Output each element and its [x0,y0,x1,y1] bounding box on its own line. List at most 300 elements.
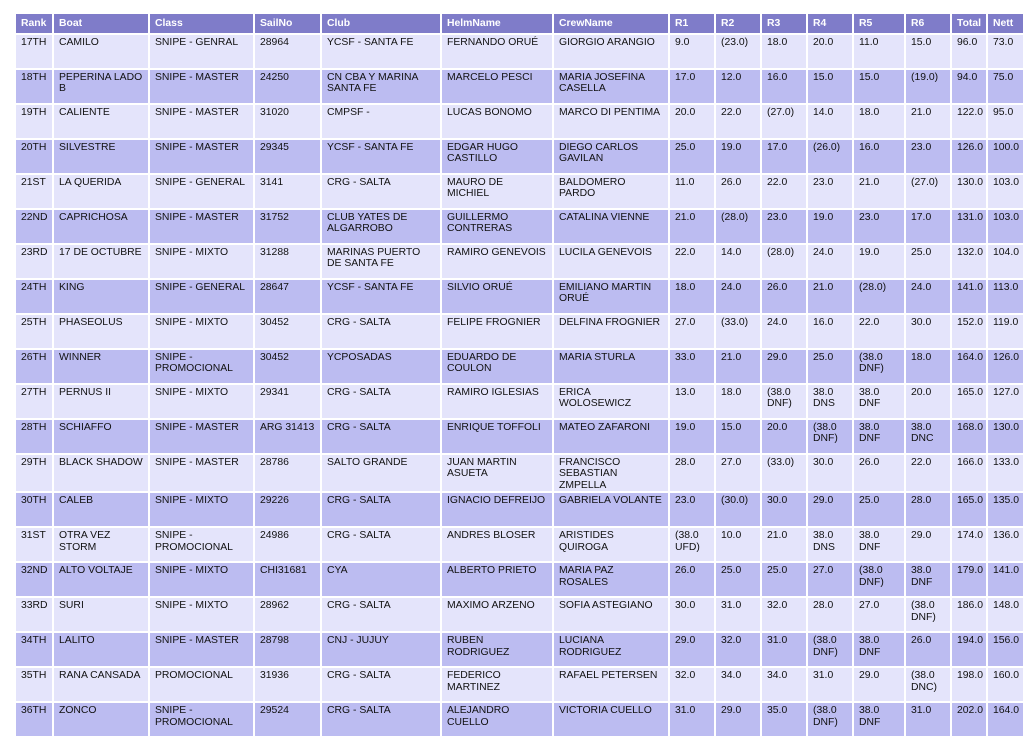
cell-rank: 30TH [16,493,52,526]
cell-r4: 27.0 [808,563,852,596]
cell-r6: 29.0 [906,528,950,561]
cell-r6: 28.0 [906,493,950,526]
cell-r5: 26.0 [854,455,904,491]
cell-r4: 24.0 [808,245,852,278]
cell-rank: 24TH [16,280,52,313]
cell-r6: 30.0 [906,315,950,348]
cell-class: SNIPE - MIXTO [150,315,253,348]
cell-class: SNIPE - MASTER [150,140,253,173]
cell-class: SNIPE - MIXTO [150,563,253,596]
cell-sailno: 28964 [255,35,320,68]
table-body [16,35,1023,736]
cell-sailno: 31020 [255,105,320,138]
cell-r3: (28.0) [762,245,806,278]
cell-boat: KING [54,280,148,313]
cell-r4: 16.0 [808,315,852,348]
cell-class: PROMOCIONAL [150,668,253,701]
cell-r5: 25.0 [854,493,904,526]
cell-club: CLUB YATES DE ALGARROBO [322,210,440,243]
header-rank: Rank [16,14,52,33]
cell-boat: LALITO [54,633,148,666]
cell-r4: 31.0 [808,668,852,701]
cell-helm: MAURO DE MICHIEL [442,175,552,208]
header-r1: R1 [670,14,714,33]
cell-total: 174.0 [952,528,986,561]
cell-crew: VICTORIA CUELLO [554,703,668,736]
cell-r1: 21.0 [670,210,714,243]
cell-class: SNIPE - PROMOCIONAL [150,350,253,383]
cell-nett: 104.0 [988,245,1023,278]
cell-rank: 33RD [16,598,52,631]
cell-crew: DIEGO CARLOS GAVILAN [554,140,668,173]
cell-helm: RUBEN RODRIGUEZ [442,633,552,666]
cell-rank: 29TH [16,455,52,491]
cell-class: SNIPE - MIXTO [150,493,253,526]
cell-total: 168.0 [952,420,986,453]
cell-nett: 164.0 [988,703,1023,736]
cell-rank: 26TH [16,350,52,383]
cell-nett: 127.0 [988,385,1023,418]
table-row [16,563,1023,596]
cell-r4: 30.0 [808,455,852,491]
cell-r2: 32.0 [716,633,760,666]
cell-sailno: 31288 [255,245,320,278]
cell-r2: 31.0 [716,598,760,631]
table-row [16,455,1023,491]
table-row [16,350,1023,383]
cell-r6: (27.0) [906,175,950,208]
table-row [16,175,1023,208]
cell-r1: 20.0 [670,105,714,138]
cell-crew: MATEO ZAFARONI [554,420,668,453]
cell-sailno: 28647 [255,280,320,313]
cell-r6: 24.0 [906,280,950,313]
cell-r6: 15.0 [906,35,950,68]
cell-sailno: 28798 [255,633,320,666]
cell-r2: 22.0 [716,105,760,138]
cell-club: CRG - SALTA [322,598,440,631]
table-row [16,35,1023,68]
cell-r6: 21.0 [906,105,950,138]
cell-crew: MARIA PAZ ROSALES [554,563,668,596]
table-row [16,528,1023,561]
cell-boat: ALTO VOLTAJE [54,563,148,596]
cell-rank: 27TH [16,385,52,418]
cell-r4: (38.0 DNF) [808,420,852,453]
header-nett: Nett [988,14,1023,33]
cell-r4: 21.0 [808,280,852,313]
cell-r3: 26.0 [762,280,806,313]
cell-r5: (38.0 DNF) [854,350,904,383]
cell-r5: 21.0 [854,175,904,208]
cell-rank: 36TH [16,703,52,736]
cell-sailno: 29226 [255,493,320,526]
cell-helm: RAMIRO IGLESIAS [442,385,552,418]
cell-club: CYA [322,563,440,596]
cell-r4: 29.0 [808,493,852,526]
cell-boat: SILVESTRE [54,140,148,173]
cell-nett: 136.0 [988,528,1023,561]
header-club: Club [322,14,440,33]
cell-helm: JUAN MARTIN ASUETA [442,455,552,491]
results-table [14,12,1024,738]
cell-r2: 19.0 [716,140,760,173]
cell-r3: 35.0 [762,703,806,736]
cell-club: CRG - SALTA [322,385,440,418]
table-row [16,385,1023,418]
cell-class: SNIPE - PROMOCIONAL [150,528,253,561]
cell-r3: 34.0 [762,668,806,701]
cell-nett: 103.0 [988,175,1023,208]
cell-helm: ALEJANDRO CUELLO [442,703,552,736]
cell-helm: FELIPE FROGNIER [442,315,552,348]
cell-club: CRG - SALTA [322,528,440,561]
cell-club: YCSF - SANTA FE [322,280,440,313]
cell-r1: (38.0 UFD) [670,528,714,561]
cell-r1: 9.0 [670,35,714,68]
cell-r6: (19.0) [906,70,950,103]
header-r6: R6 [906,14,950,33]
cell-r6: (38.0 DNF) [906,598,950,631]
cell-r2: 25.0 [716,563,760,596]
cell-boat: SCHIAFFO [54,420,148,453]
cell-rank: 28TH [16,420,52,453]
cell-r4: 14.0 [808,105,852,138]
cell-r5: 22.0 [854,315,904,348]
cell-nett: 126.0 [988,350,1023,383]
cell-r1: 17.0 [670,70,714,103]
cell-r6: 38.0 DNC [906,420,950,453]
cell-r1: 32.0 [670,668,714,701]
cell-r4: 38.0 DNS [808,385,852,418]
cell-r3: 29.0 [762,350,806,383]
cell-helm: EDUARDO DE COULON [442,350,552,383]
cell-r3: (27.0) [762,105,806,138]
cell-club: SALTO GRANDE [322,455,440,491]
cell-rank: 32ND [16,563,52,596]
cell-rank: 31ST [16,528,52,561]
cell-boat: PERNUS II [54,385,148,418]
cell-boat: WINNER [54,350,148,383]
table-row [16,598,1023,631]
cell-helm: IGNACIO DEFREIJO [442,493,552,526]
cell-total: 165.0 [952,385,986,418]
cell-club: CRG - SALTA [322,493,440,526]
cell-r6: 17.0 [906,210,950,243]
cell-total: 141.0 [952,280,986,313]
cell-r5: (28.0) [854,280,904,313]
cell-sailno: 31936 [255,668,320,701]
cell-total: 131.0 [952,210,986,243]
cell-r2: 29.0 [716,703,760,736]
table-row [16,140,1023,173]
cell-club: CN CBA Y MARINA SANTA FE [322,70,440,103]
cell-boat: RANA CANSADA [54,668,148,701]
cell-sailno: 29345 [255,140,320,173]
cell-rank: 25TH [16,315,52,348]
cell-helm: LUCAS BONOMO [442,105,552,138]
cell-club: MARINAS PUERTO DE SANTA FE [322,245,440,278]
cell-class: SNIPE - MASTER [150,105,253,138]
cell-r6: (38.0 DNC) [906,668,950,701]
cell-r3: (33.0) [762,455,806,491]
cell-crew: RAFAEL PETERSEN [554,668,668,701]
header-total: Total [952,14,986,33]
table-row [16,668,1023,701]
cell-r3: 17.0 [762,140,806,173]
cell-helm: RAMIRO GENEVOIS [442,245,552,278]
cell-r6: 23.0 [906,140,950,173]
cell-nett: 148.0 [988,598,1023,631]
table-row [16,493,1023,526]
cell-nett: 130.0 [988,420,1023,453]
cell-class: SNIPE - MASTER [150,633,253,666]
cell-r2: (23.0) [716,35,760,68]
cell-r6: 20.0 [906,385,950,418]
cell-r6: 31.0 [906,703,950,736]
cell-r5: 18.0 [854,105,904,138]
cell-boat: CAPRICHOSA [54,210,148,243]
cell-crew: ERICA WOLOSEWICZ [554,385,668,418]
cell-helm: ALBERTO PRIETO [442,563,552,596]
cell-total: 130.0 [952,175,986,208]
cell-crew: ARISTIDES QUIROGA [554,528,668,561]
cell-r2: 24.0 [716,280,760,313]
cell-r5: 15.0 [854,70,904,103]
cell-r4: 25.0 [808,350,852,383]
cell-boat: PEPERINA LADO B [54,70,148,103]
cell-r3: 23.0 [762,210,806,243]
cell-r5: 11.0 [854,35,904,68]
cell-r5: 38.0 DNF [854,633,904,666]
cell-r4: (26.0) [808,140,852,173]
table-row [16,703,1023,736]
cell-r4: (38.0 DNF) [808,703,852,736]
cell-total: 152.0 [952,315,986,348]
table-row [16,245,1023,278]
cell-r1: 11.0 [670,175,714,208]
cell-r2: 12.0 [716,70,760,103]
cell-r5: 23.0 [854,210,904,243]
cell-r1: 31.0 [670,703,714,736]
cell-r4: 28.0 [808,598,852,631]
cell-r5: 29.0 [854,668,904,701]
cell-r4: 23.0 [808,175,852,208]
cell-r3: 30.0 [762,493,806,526]
cell-total: 186.0 [952,598,986,631]
cell-r1: 23.0 [670,493,714,526]
cell-rank: 22ND [16,210,52,243]
cell-total: 122.0 [952,105,986,138]
cell-boat: CALEB [54,493,148,526]
cell-r2: 10.0 [716,528,760,561]
cell-nett: 156.0 [988,633,1023,666]
cell-crew: LUCIANA RODRIGUEZ [554,633,668,666]
cell-crew: MARCO DI PENTIMA [554,105,668,138]
header-row [16,14,1023,33]
cell-r3: 18.0 [762,35,806,68]
cell-r3: (38.0 DNF) [762,385,806,418]
cell-rank: 17TH [16,35,52,68]
cell-r2: 34.0 [716,668,760,701]
cell-sailno: ARG 31413 [255,420,320,453]
cell-r2: 18.0 [716,385,760,418]
cell-r6: 22.0 [906,455,950,491]
cell-r3: 24.0 [762,315,806,348]
cell-nett: 160.0 [988,668,1023,701]
cell-r2: 27.0 [716,455,760,491]
cell-nett: 73.0 [988,35,1023,68]
cell-boat: CALIENTE [54,105,148,138]
cell-helm: SILVIO ORUÉ [442,280,552,313]
table-row [16,280,1023,313]
cell-helm: ENRIQUE TOFFOLI [442,420,552,453]
cell-r2: (30.0) [716,493,760,526]
cell-sailno: 30452 [255,350,320,383]
cell-helm: MAXIMO ARZENO [442,598,552,631]
cell-club: CRG - SALTA [322,175,440,208]
cell-r1: 30.0 [670,598,714,631]
cell-rank: 35TH [16,668,52,701]
cell-crew: DELFINA FROGNIER [554,315,668,348]
cell-r3: 31.0 [762,633,806,666]
table-row [16,633,1023,666]
cell-helm: ANDRES BLOSER [442,528,552,561]
cell-r1: 13.0 [670,385,714,418]
cell-r2: 21.0 [716,350,760,383]
cell-sailno: 24250 [255,70,320,103]
cell-total: 198.0 [952,668,986,701]
cell-r3: 32.0 [762,598,806,631]
cell-helm: MARCELO PESCI [442,70,552,103]
cell-r5: (38.0 DNF) [854,563,904,596]
cell-rank: 23RD [16,245,52,278]
cell-r4: 19.0 [808,210,852,243]
cell-nett: 113.0 [988,280,1023,313]
cell-r4: 38.0 DNS [808,528,852,561]
cell-club: YCSF - SANTA FE [322,140,440,173]
cell-club: CRG - SALTA [322,420,440,453]
cell-class: SNIPE - MASTER [150,70,253,103]
cell-sailno: 24986 [255,528,320,561]
header-helm: HelmName [442,14,552,33]
cell-helm: EDGAR HUGO CASTILLO [442,140,552,173]
cell-sailno: 29524 [255,703,320,736]
cell-nett: 133.0 [988,455,1023,491]
cell-club: CRG - SALTA [322,668,440,701]
cell-nett: 100.0 [988,140,1023,173]
cell-class: SNIPE - GENERAL [150,280,253,313]
cell-rank: 18TH [16,70,52,103]
cell-sailno: 30452 [255,315,320,348]
table-row [16,70,1023,103]
header-r3: R3 [762,14,806,33]
cell-nett: 103.0 [988,210,1023,243]
cell-total: 94.0 [952,70,986,103]
cell-class: SNIPE - MASTER [150,455,253,491]
cell-sailno: 29341 [255,385,320,418]
cell-r2: 15.0 [716,420,760,453]
cell-boat: PHASEOLUS [54,315,148,348]
cell-crew: FRANCISCO SEBASTIAN ZMPELLA [554,455,668,491]
cell-crew: EMILIANO MARTIN ORUÉ [554,280,668,313]
cell-club: YCSF - SANTA FE [322,35,440,68]
cell-total: 202.0 [952,703,986,736]
cell-r1: 26.0 [670,563,714,596]
cell-rank: 34TH [16,633,52,666]
header-r4: R4 [808,14,852,33]
cell-club: CRG - SALTA [322,315,440,348]
cell-rank: 19TH [16,105,52,138]
cell-crew: SOFIA ASTEGIANO [554,598,668,631]
cell-r3: 21.0 [762,528,806,561]
cell-class: SNIPE - MIXTO [150,385,253,418]
cell-r6: 38.0 DNF [906,563,950,596]
cell-boat: BLACK SHADOW [54,455,148,491]
cell-crew: BALDOMERO PARDO [554,175,668,208]
cell-nett: 119.0 [988,315,1023,348]
header-r2: R2 [716,14,760,33]
cell-class: SNIPE - MIXTO [150,245,253,278]
cell-crew: LUCILA GENEVOIS [554,245,668,278]
cell-r4: (38.0 DNF) [808,633,852,666]
cell-r5: 27.0 [854,598,904,631]
cell-crew: CATALINA VIENNE [554,210,668,243]
header-r5: R5 [854,14,904,33]
cell-rank: 20TH [16,140,52,173]
cell-total: 164.0 [952,350,986,383]
table-row [16,315,1023,348]
cell-r6: 18.0 [906,350,950,383]
cell-nett: 135.0 [988,493,1023,526]
cell-r2: 14.0 [716,245,760,278]
cell-r1: 28.0 [670,455,714,491]
cell-r6: 25.0 [906,245,950,278]
cell-nett: 141.0 [988,563,1023,596]
cell-total: 132.0 [952,245,986,278]
cell-r6: 26.0 [906,633,950,666]
cell-boat: SURI [54,598,148,631]
cell-r3: 16.0 [762,70,806,103]
cell-helm: GUILLERMO CONTRERAS [442,210,552,243]
cell-boat: LA QUERIDA [54,175,148,208]
cell-total: 165.0 [952,493,986,526]
cell-crew: MARIA STURLA [554,350,668,383]
cell-r3: 22.0 [762,175,806,208]
cell-r2: 26.0 [716,175,760,208]
cell-r5: 38.0 DNF [854,385,904,418]
cell-crew: MARIA JOSEFINA CASELLA [554,70,668,103]
cell-class: SNIPE - GENERAL [150,175,253,208]
cell-sailno: CHI31681 [255,563,320,596]
cell-club: YCPOSADAS [322,350,440,383]
cell-r1: 18.0 [670,280,714,313]
cell-r2: (33.0) [716,315,760,348]
cell-r4: 20.0 [808,35,852,68]
cell-helm: FERNANDO ORUÉ [442,35,552,68]
cell-r1: 22.0 [670,245,714,278]
cell-r2: (28.0) [716,210,760,243]
header-boat: Boat [54,14,148,33]
cell-r5: 38.0 DNF [854,420,904,453]
cell-r5: 19.0 [854,245,904,278]
cell-r1: 19.0 [670,420,714,453]
cell-club: CRG - SALTA [322,703,440,736]
cell-total: 194.0 [952,633,986,666]
cell-nett: 95.0 [988,105,1023,138]
cell-total: 96.0 [952,35,986,68]
cell-total: 166.0 [952,455,986,491]
